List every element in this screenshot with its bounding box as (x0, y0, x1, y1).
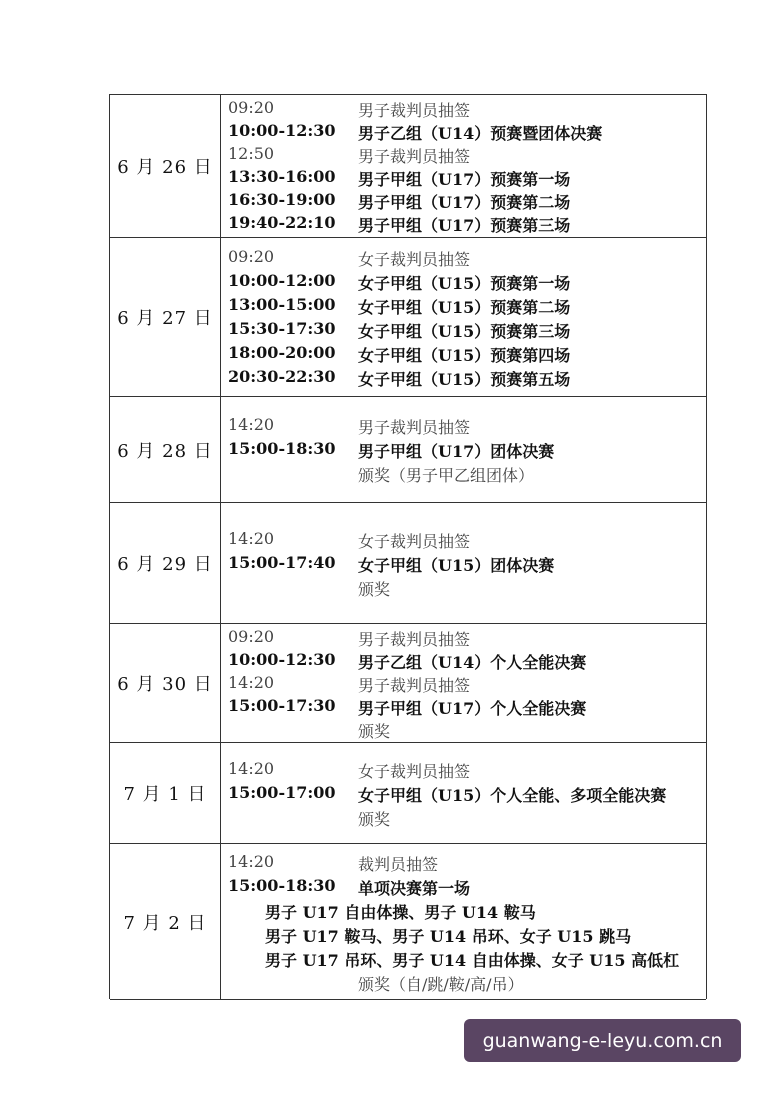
time-cell: 10:00-12:00 (228, 271, 336, 290)
event-cell: 颁奖 (358, 580, 391, 599)
event-cell: 女子甲组（U15）预赛第四场 (358, 346, 571, 365)
event-cell: 女子甲组（U15）预赛第五场 (358, 370, 571, 389)
event-cell: 男子裁判员抽签 (358, 101, 471, 120)
event-cell: 单项决赛第一场 (358, 879, 471, 898)
event-cell: 男子甲组（U17）预赛第二场 (358, 193, 571, 212)
event-cell: 男子甲组（U17）预赛第一场 (358, 170, 571, 189)
time-cell: 15:00-17:40 (228, 553, 336, 572)
time-cell: 09:20 (228, 627, 275, 646)
event-cell: 男子甲组（U17）个人全能决赛 (358, 699, 587, 718)
event-cell: 男子裁判员抽签 (358, 630, 471, 649)
time-cell: 15:00-17:30 (228, 696, 336, 715)
watermark-banner: guanwang-e-leyu.com.cn (464, 1019, 741, 1062)
event-cell: 女子甲组（U15）团体决赛 (358, 556, 555, 575)
date-cell: 6 月 28 日 (110, 397, 221, 502)
date-cell: 6 月 26 日 (110, 95, 221, 237)
time-cell: 19:40-22:10 (228, 213, 336, 232)
event-cell: 女子裁判员抽签 (358, 532, 471, 551)
event-cell: 女子甲组（U15）预赛第二场 (358, 298, 571, 317)
time-cell: 09:20 (228, 247, 275, 266)
schedule-table (109, 94, 707, 999)
date-cell: 6 月 27 日 (110, 238, 221, 396)
time-cell: 14:20 (228, 673, 275, 692)
date-cell: 7 月 1 日 (110, 743, 221, 843)
event-cell: 男子裁判员抽签 (358, 418, 471, 437)
schedule-row (110, 503, 706, 624)
time-cell: 18:00-20:00 (228, 343, 336, 362)
schedule-row (110, 397, 706, 503)
time-cell: 14:20 (228, 529, 275, 548)
schedule-row (110, 95, 706, 238)
schedule-row (110, 238, 706, 397)
time-cell: 15:30-17:30 (228, 319, 336, 338)
time-cell: 14:20 (228, 759, 275, 778)
time-cell: 14:20 (228, 415, 275, 434)
time-cell: 10:00-12:30 (228, 650, 336, 669)
schedule-row (110, 624, 706, 743)
event-cell: 男子 U17 自由体操、男子 U14 鞍马 (265, 903, 536, 922)
event-cell: 男子甲组（U17）团体决赛 (358, 442, 555, 461)
time-cell: 15:00-18:30 (228, 876, 336, 895)
event-cell: 男子裁判员抽签 (358, 147, 471, 166)
time-cell: 09:20 (228, 98, 275, 117)
event-cell: 女子裁判员抽签 (358, 762, 471, 781)
time-cell: 13:00-15:00 (228, 295, 336, 314)
time-cell: 10:00-12:30 (228, 121, 336, 140)
event-cell: 颁奖 (358, 810, 391, 829)
time-cell: 13:30-16:00 (228, 167, 336, 186)
event-cell: 颁奖 (358, 722, 391, 741)
event-cell: 男子乙组（U14）预赛暨团体决赛 (358, 124, 603, 143)
time-cell: 16:30-19:00 (228, 190, 336, 209)
event-cell: 颁奖（男子甲乙组团体） (358, 466, 535, 485)
event-cell: 男子 U17 吊环、男子 U14 自由体操、女子 U15 高低杠 (265, 951, 680, 970)
schedule-row (110, 743, 706, 844)
event-cell: 裁判员抽签 (358, 855, 439, 874)
event-cell: 男子 U17 鞍马、男子 U14 吊环、女子 U15 跳马 (265, 927, 632, 946)
date-cell: 7 月 2 日 (110, 844, 221, 999)
event-cell: 颁奖（自/跳/鞍/高/吊） (358, 975, 524, 994)
event-cell: 男子裁判员抽签 (358, 676, 471, 695)
time-cell: 20:30-22:30 (228, 367, 336, 386)
time-cell: 14:20 (228, 852, 275, 871)
schedule-row (110, 844, 706, 1000)
event-cell: 男子乙组（U14）个人全能决赛 (358, 653, 587, 672)
event-cell: 男子甲组（U17）预赛第三场 (358, 216, 571, 235)
event-cell: 女子裁判员抽签 (358, 250, 471, 269)
event-cell: 女子甲组（U15）个人全能、多项全能决赛 (358, 786, 667, 805)
date-cell: 6 月 30 日 (110, 624, 221, 742)
time-cell: 15:00-17:00 (228, 783, 336, 802)
date-cell: 6 月 29 日 (110, 503, 221, 623)
event-cell: 女子甲组（U15）预赛第一场 (358, 274, 571, 293)
time-cell: 15:00-18:30 (228, 439, 336, 458)
event-cell: 女子甲组（U15）预赛第三场 (358, 322, 571, 341)
time-cell: 12:50 (228, 144, 275, 163)
